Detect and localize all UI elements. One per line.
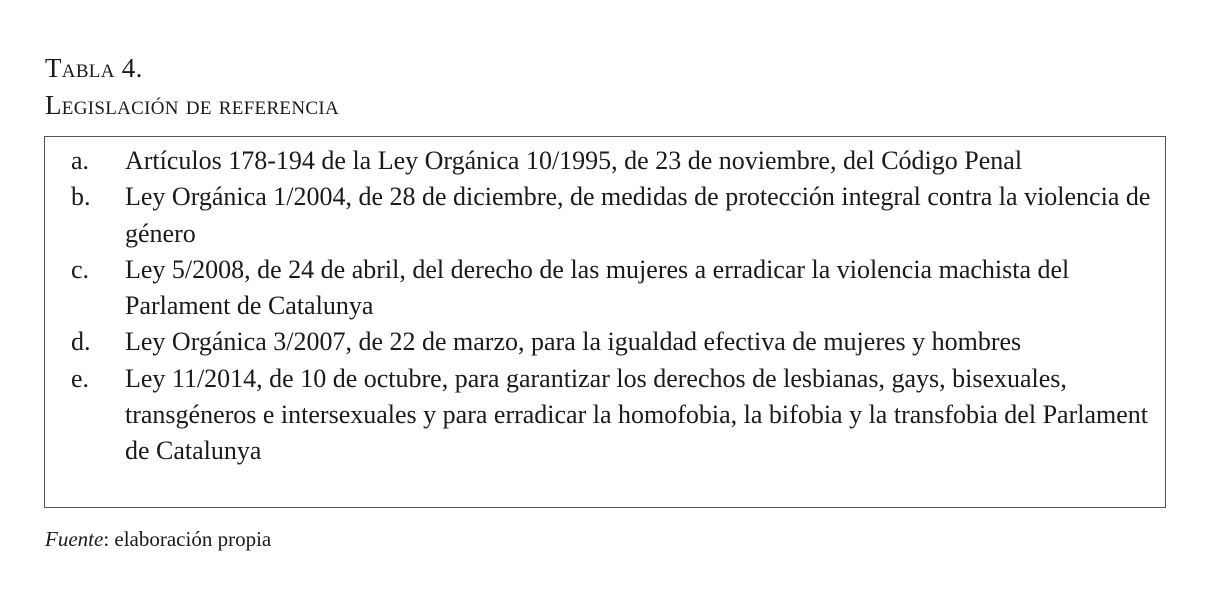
source-note	[45, 524, 271, 554]
table-title: Legislación de referencia	[45, 90, 339, 120]
list-item-text: Ley 5/2008, de 24 de abril, del derecho de las mujeres a erradicar la violencia machista del Parlament de Catalunya	[125, 254, 1070, 321]
list-item-text: Ley 11/2014, de 10 de octubre, para garantizar los derechos de lesbianas, gays, bisexuales, transgéneros e intersexuales y para erradicar la homofobia, la bifobia y la transfobia del Parlament de Catalunya	[125, 363, 1148, 466]
list-marker: e.	[71, 363, 90, 393]
table-caption	[45, 50, 339, 124]
list-marker: b.	[71, 182, 91, 212]
table-number: Tabla 4.	[45, 53, 143, 83]
source-label: Fuente	[45, 527, 104, 551]
list-marker: a.	[71, 146, 90, 175]
source-text: : elaboración propia	[103, 527, 272, 551]
list-item	[45, 179, 1165, 252]
list-item	[45, 143, 1165, 179]
list-item-text: Artículos 178-194 de la Ley Orgánica 10/1995, de 23 de noviembre, del Código Penal	[125, 146, 1023, 175]
list-item-text: Ley Orgánica 1/2004, de 28 de diciembre, de medidas de protección integral contra la violencia de género	[125, 182, 1151, 248]
legislation-box	[44, 136, 1166, 508]
list-marker: c.	[71, 254, 90, 284]
legislation-list	[45, 143, 1165, 470]
list-item-text: Ley Orgánica 3/2007, de 22 de marzo, para la igualdad efectiva de mujeres y hombres	[125, 327, 1022, 357]
list-item	[45, 324, 1165, 360]
list-marker: d.	[71, 327, 91, 357]
list-item	[45, 361, 1165, 470]
list-item	[45, 252, 1165, 325]
